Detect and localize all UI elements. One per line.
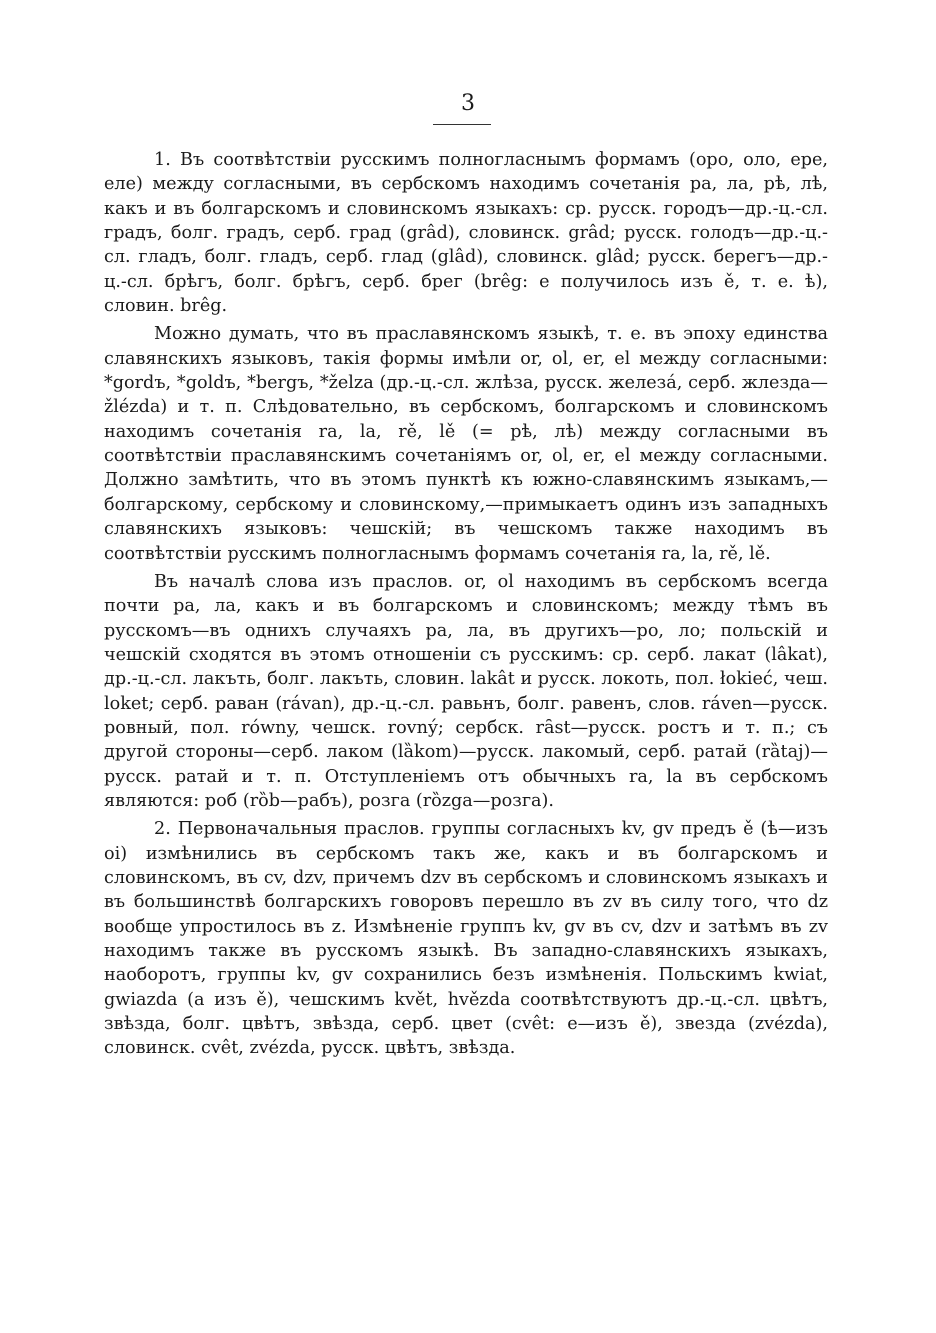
- paragraph-1: 1. Въ соотвѣтствіи русскимъ полногласнымъ формамъ (оро, оло, ере, еле) между согласными, въ сербскомъ находимъ сочетанія ра, ла, рѣ, лѣ, какъ и въ болгарскомъ и словинскомъ языкахъ: ср. русск. городъ—др.-ц.-сл. градъ, болг. градъ, серб. град (grâd), словинск. grâd; русск. голодъ—др.-ц.-сл. гладъ, болг. гладъ, серб. глад (glâd), словинск. glâd; русск. берегъ—др.-ц.-сл. брѣгъ, болг. брѣгъ, серб. брег (brêg: е получилось изъ ě, т. е. ѣ), словин. brêg.: [104, 150, 828, 317]
- body-text: [104, 148, 828, 1061]
- page-number: 3: [461, 91, 475, 116]
- page-number-rule: [433, 124, 491, 125]
- paragraph-2: Можно думать, что въ праславянскомъ языкѣ, т. е. въ эпоху единства славянскихъ языковъ, такія формы имѣли or, ol, er, el между согласными: *gordъ, *goldъ, *bergъ, *želza (др.-ц.-сл. жлѣза, русск. железá, серб. жлезда—žlézda) и т. п. Слѣдовательно, въ сербскомъ, болгарскомъ и словинскомъ находимъ сочетанія ra, la, rě, lě (= рѣ, лѣ) между согласными въ соотвѣтствіи праславянскимъ сочетаніямъ or, ol, er, el между согласными. Должно замѣтить, что въ этомъ пунктѣ къ южно-славянскимъ языкамъ,—болгарскому, сербскому и словинскому,—примыкаетъ одинъ изъ западныхъ славянскихъ языковъ: чешскій; въ чешскомъ также находимъ въ соотвѣтствіи русскимъ полногласнымъ формамъ сочетанія ra, la, rě, lě.: [104, 324, 828, 564]
- paragraph-3: Въ началѣ слова изъ праслов. or, ol находимъ въ сербскомъ всегда почти ра, ла, какъ и въ болгарскомъ и словинскомъ; между тѣмъ въ русскомъ—въ однихъ случаяхъ ра, ла, въ другихъ—ро, ло; польскій и чешскій сходятся въ этомъ отношеніи съ русскимъ: ср. серб. лакат (lâkat), др.-ц.-сл. лакъть, болг. лакъть, словин. lakât и русск. локоть, пол. łokieć, чеш. loket; серб. раван (rávan), др.-ц.-сл. равьнъ, болг. равенъ, слов. ráven—русск. ровный, пол. równy, чешск. rovný; сербск. rȃst—русск. ростъ и т. п.; съ другой стороны—серб. лаком (lȁkom)—русск. лакомый, серб. ратай (rȁtaj)—русск. ратай и т. п. Отступленіемъ отъ обычныхъ ra, la въ сербскомъ являются: роб (rȍb—рабъ), розга (rȍzga—розга).: [104, 571, 828, 811]
- paragraph-4: 2. Первоначальныя праслов. группы согласныхъ kv, gv предъ ě (ѣ—изъ oi) измѣнились въ сербскомъ такъ же, какъ и въ болгарскомъ и словинскомъ, въ cv, dzv, причемъ dzv въ сербскомъ и словинскомъ языкахъ и въ большинствѣ болгарскихъ говоровъ перешло въ zv въ силу того, что dz вообще упростилось въ z. Измѣненіе группъ kv, gv въ cv, dzv и затѣмъ въ zv находимъ также въ русскомъ языкѣ. Въ западно-славянскихъ языкахъ, наоборотъ, группы kv, gv сохранились безъ измѣненія. Польскимъ kwiat, gwiazda (а изъ ě), чешскимъ květ, hvězda соотвѣтствуютъ др.-ц.-сл. цвѣтъ, звѣзда, болг. цвѣтъ, звѣзда, серб. цвет (cvêt: е—изъ ě), звезда (zvézda), словинск. cvêt, zvézda, русск. цвѣтъ, звѣзда.: [104, 819, 828, 1059]
